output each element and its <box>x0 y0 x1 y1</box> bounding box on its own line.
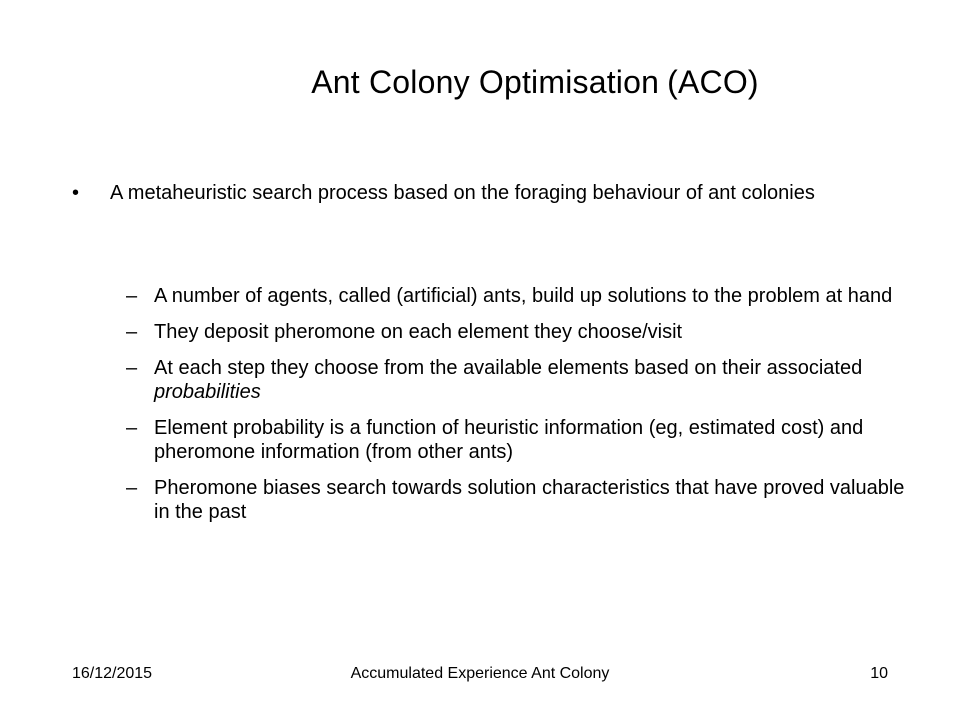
sub-bullet-item <box>126 284 916 308</box>
sub-bullet-text: At each step they choose from the available elements based on their associated <box>154 357 863 379</box>
sub-bullet-text: Element probability is a function of heuristic information (eg, estimated cost) and pheromone information (from other ants) <box>154 417 864 463</box>
dash-icon: – <box>126 285 138 307</box>
dash-icon: – <box>126 477 138 499</box>
sub-bullet-item <box>126 476 916 524</box>
sub-bullet-text: They deposit pheromone on each element they choose/visit <box>154 321 683 343</box>
footer-page-number: 10 <box>870 665 888 682</box>
sub-bullet-item <box>126 416 916 464</box>
footer-date: 16/12/2015 <box>72 665 153 682</box>
dash-icon: – <box>126 357 138 379</box>
dash-icon: – <box>126 321 138 343</box>
sub-bullet-italic-text: probabilities <box>154 381 261 403</box>
slide-title <box>0 62 960 102</box>
sub-bullet-item <box>126 356 916 404</box>
sub-bullet-list <box>126 284 916 536</box>
bullet-icon: • <box>72 182 80 204</box>
slide-title-acronym: (ACO) <box>667 64 759 100</box>
dash-icon: – <box>126 417 138 439</box>
slide-title-main: Ant Colony Optimisation <box>311 64 660 100</box>
sub-bullet-text: A number of agents, called (artificial) ants, build up solutions to the problem at hand <box>154 285 893 307</box>
sub-bullet-text: Pheromone biases search towards solution characteristics that have proved valuable in the past <box>154 477 905 523</box>
footer-title: Accumulated Experience Ant Colony <box>350 665 610 682</box>
sub-bullet-item <box>126 320 916 344</box>
main-bullet <box>72 181 912 205</box>
main-bullet-text: A metaheuristic search process based on the foraging behaviour of ant colonies <box>110 182 815 204</box>
